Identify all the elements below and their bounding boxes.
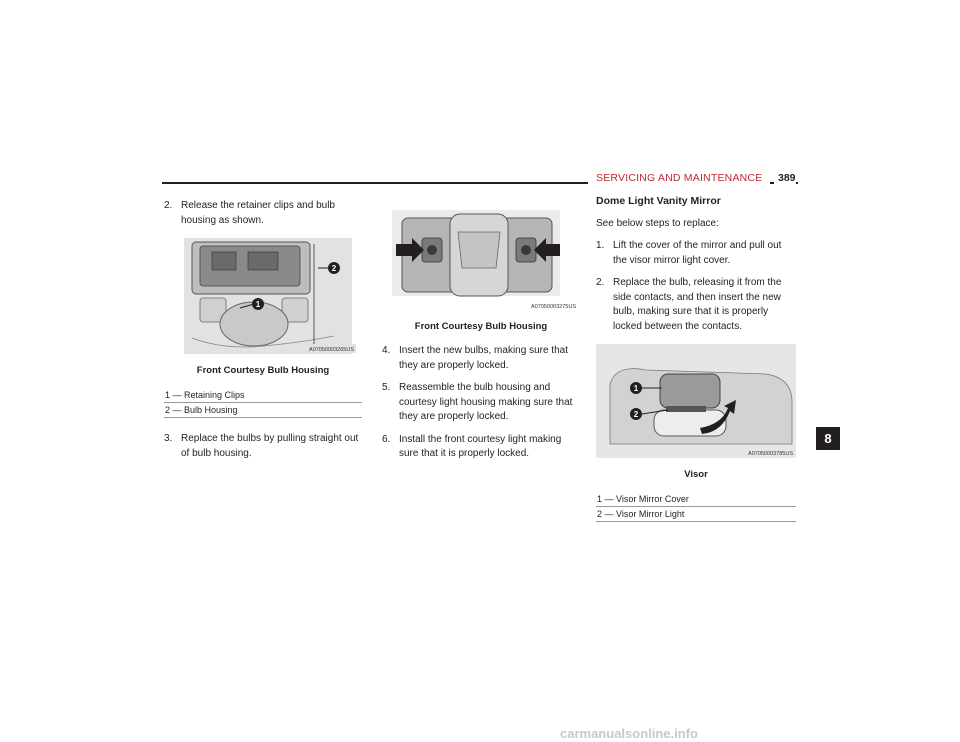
step-2: 2. Replace the bulb, releasing it from the side contacts, and then insert the new bulb, making sure that it is properly locked between the contacts. <box>596 277 782 332</box>
legend-1 <box>164 388 362 418</box>
step-4: 4. Insert the new bulbs, making sure that they are properly locked. <box>382 345 568 371</box>
step-3: 3. Replace the bulbs by pulling straight out of bulb housing. <box>164 433 359 459</box>
intro-paragraph: See below steps to replace: <box>596 217 719 229</box>
column-3 <box>596 194 796 536</box>
callout-2-label: 2 <box>331 264 337 273</box>
step-1: 1. Lift the cover of the mirror and pull out the visor mirror light cover. <box>596 240 782 266</box>
callout-2-label: 2 <box>633 410 639 419</box>
legend-row: 2 — Bulb Housing <box>164 402 362 417</box>
figure-code: A07050003785US <box>748 451 793 457</box>
callout-1-label: 1 <box>255 300 261 309</box>
legend-row: 1 — Retaining Clips <box>165 390 245 400</box>
legend-3 <box>596 492 796 522</box>
column-1 <box>164 199 362 469</box>
section-title: SERVICING AND MAINTENANCE <box>588 172 770 184</box>
figure-caption: Front Courtesy Bulb Housing <box>414 320 548 332</box>
figure-code: A07050003265US <box>309 347 354 353</box>
figure-bulb-housing-1 <box>164 238 362 378</box>
step-2: 2. Release the retainer clips and bulb housing as shown. <box>164 200 335 226</box>
step-5: 5. Reassemble the bulb housing and courtesy light housing making sure that they are properly locked. <box>382 382 573 422</box>
figure-caption: Front Courtesy Bulb Housing <box>196 364 330 376</box>
figure-caption: Visor <box>684 468 708 480</box>
legend-row: 1 — Visor Mirror Cover <box>597 494 689 504</box>
page-number: 389 <box>774 172 796 184</box>
bulb-housing-arrows-illustration <box>382 208 580 312</box>
page-header <box>162 172 798 184</box>
chapter-tab: 8 <box>816 427 840 450</box>
bulb-housing-illustration <box>164 238 362 354</box>
figure-code: A07050003275US <box>531 304 576 310</box>
footer-watermark: carmanualsonline.info <box>560 726 698 741</box>
callout-1-label: 1 <box>633 384 639 393</box>
figure-bulb-housing-2 <box>382 208 580 334</box>
subsection-title: Dome Light Vanity Mirror <box>596 195 721 207</box>
figure-visor <box>596 344 796 482</box>
column-2 <box>382 208 580 470</box>
legend-row: 2 — Visor Mirror Light <box>596 506 796 521</box>
step-6: 6. Install the front courtesy light making sure that it is properly locked. <box>382 433 562 459</box>
visor-illustration <box>596 344 796 458</box>
